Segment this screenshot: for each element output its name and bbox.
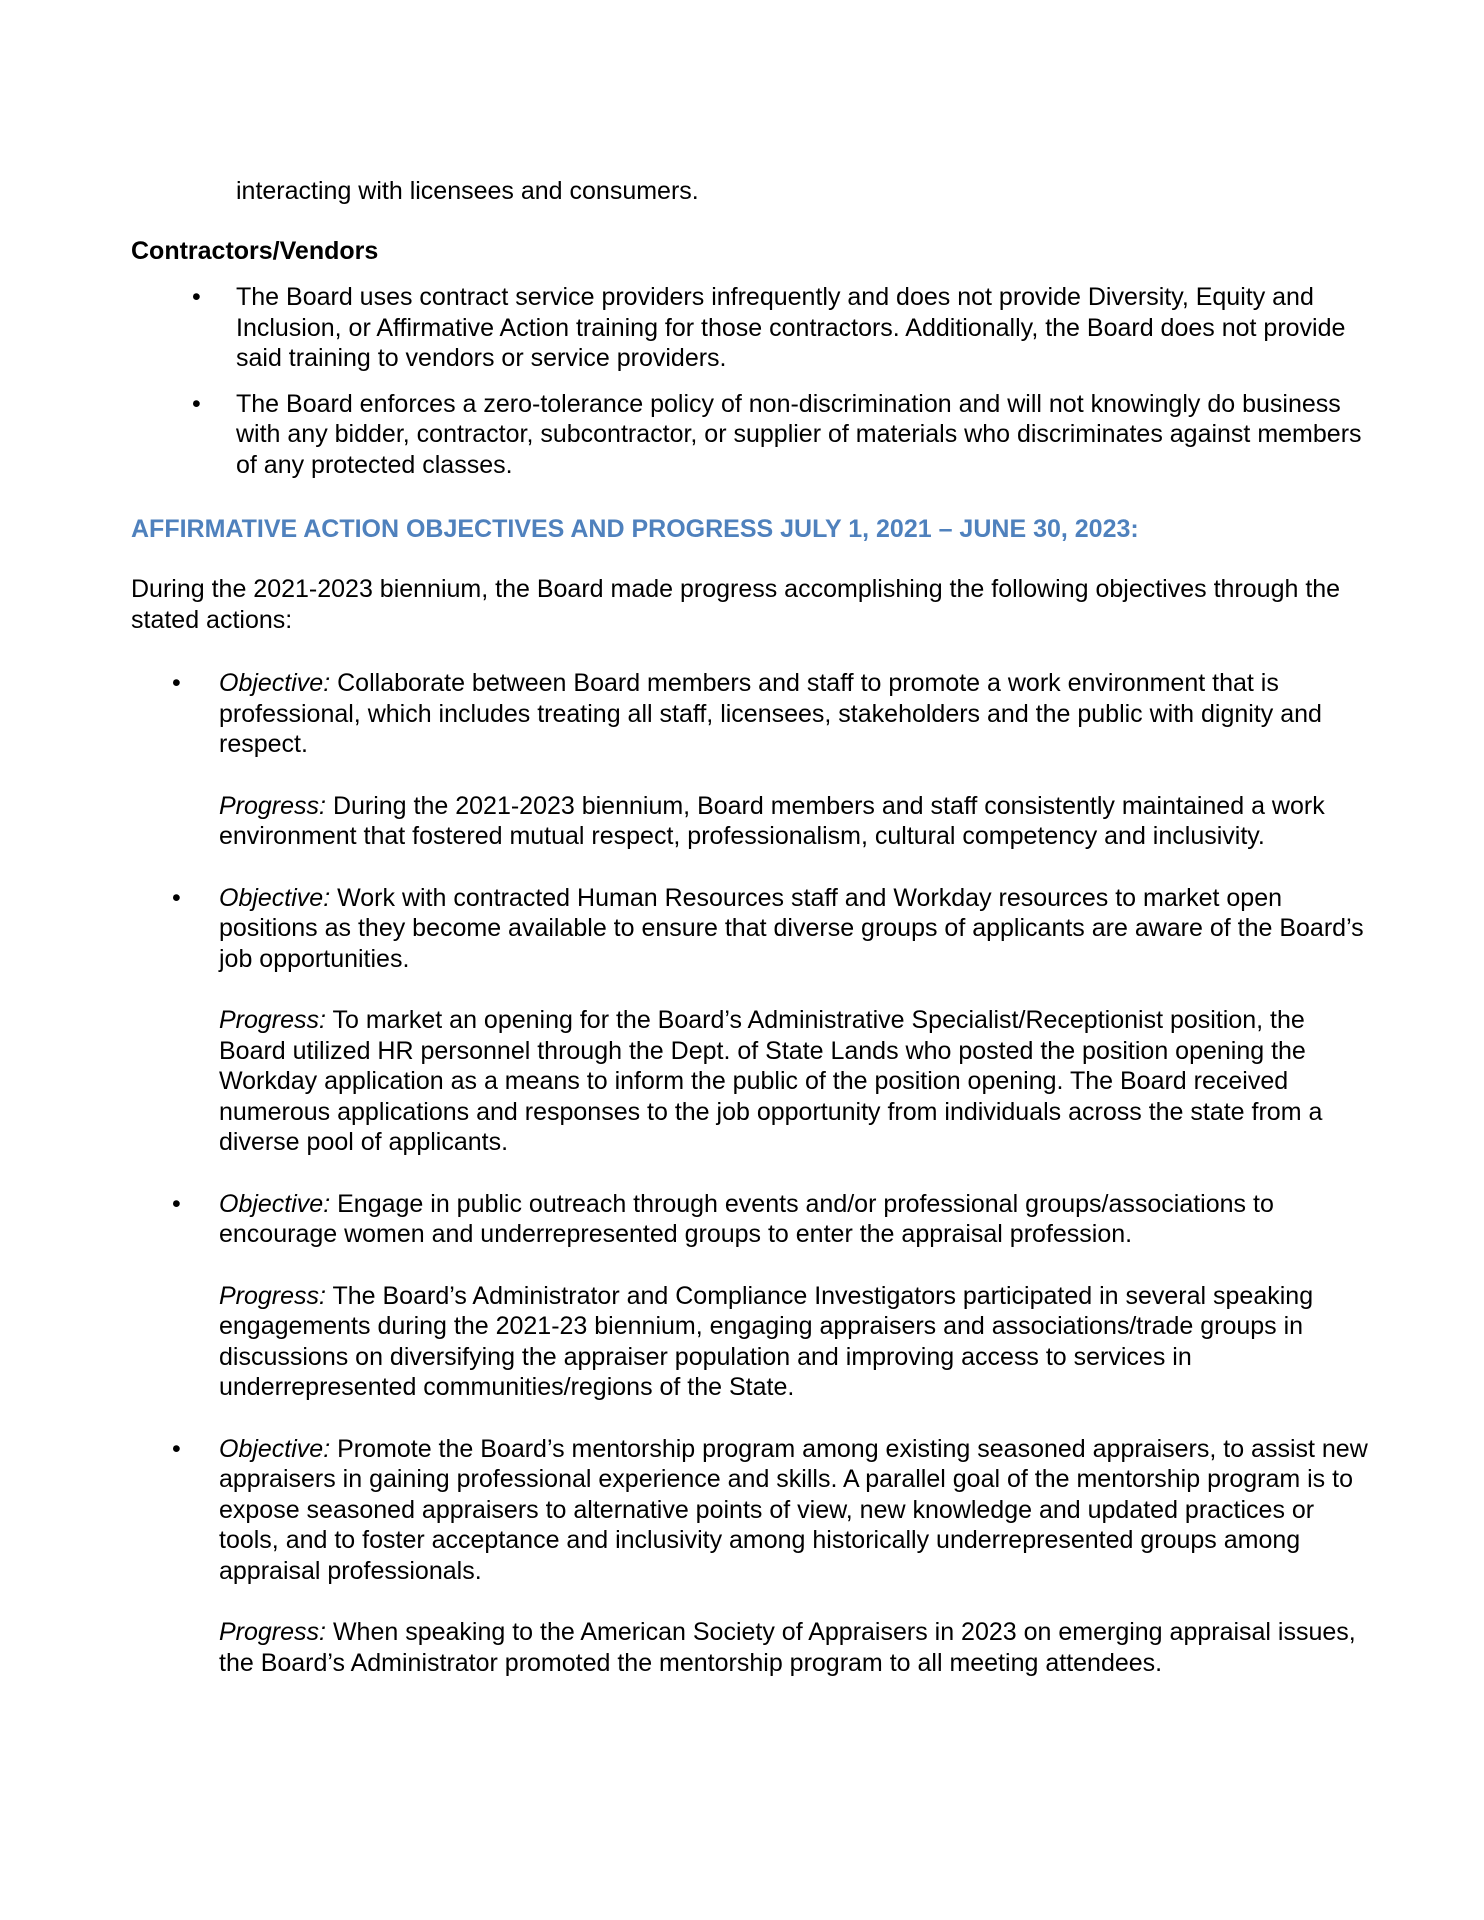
- progress-text: During the 2021-2023 biennium, Board members and staff consistently maintained a work environment that fostered mutual respect, professionalism, cultural competency and inclusivity.: [219, 791, 1325, 850]
- list-item: [192, 389, 1372, 481]
- objective-text: Engage in public outreach through events and/or professional groups/associations to encourage women and underrepresented groups to enter the appraisal profession.: [219, 1189, 1274, 1248]
- objective-text: Promote the Board’s mentorship program among existing seasoned appraisers, to assist new appraisers in gaining professional experience and skills. A parallel goal of the mentorship program is to expose seasoned appraisers to alternative points of view, new knowledge and updated practices or tools, and to foster acceptance and inclusivity among historically underrepresented groups among appraisal professionals.: [219, 1434, 1368, 1585]
- objective-paragraph: [219, 1434, 1372, 1587]
- objective-paragraph: [219, 1189, 1372, 1250]
- progress-paragraph: [219, 791, 1372, 852]
- objective-label: Objective:: [219, 883, 331, 912]
- objective-text: Collaborate between Board members and staff to promote a work environment that is professional, which includes treating all staff, licensees, stakeholders and the public with dignity and respect.: [219, 669, 1322, 758]
- objective-label: Objective:: [219, 1189, 331, 1218]
- progress-text: When speaking to the American Society of Appraisers in 2023 on emerging appraisal issues, the Board’s Administrator promoted the mentorship program to all meeting attendees.: [219, 1618, 1356, 1677]
- bullet-icon: •: [192, 283, 201, 311]
- objective-label: Objective:: [219, 669, 331, 697]
- bullet-icon: •: [172, 1189, 181, 1218]
- bullet-text: The Board uses contract service providers infrequently and does not provide Diversity, Equity and Inclusion, or Affirmative Action training for those contractors. Additionally, the Board does not provide said training to vendors or service providers.: [236, 283, 1346, 372]
- bullet-icon: •: [172, 1434, 181, 1463]
- objective-item: [172, 883, 1372, 1158]
- list-item: [192, 282, 1372, 374]
- objective-item: [172, 1189, 1372, 1403]
- objective-text: Work with contracted Human Resources staff and Workday resources to market open positions as they become available to ensure that diverse groups of applicants are aware of the Board’s job opportunities.: [219, 883, 1364, 973]
- objective-item: [172, 1434, 1372, 1679]
- bullet-text: The Board enforces a zero-tolerance policy of non-discrimination and will not knowingly do business with any bidder, contractor, subcontractor, or supplier of materials who discriminates against members of any protected classes.: [236, 389, 1362, 479]
- objective-item: [172, 668, 1372, 852]
- progress-paragraph: [219, 1617, 1372, 1678]
- objective-paragraph: [219, 668, 1372, 760]
- bullet-icon: •: [192, 389, 201, 418]
- progress-label: Progress:: [219, 1281, 326, 1310]
- progress-text: To market an opening for the Board’s Administrative Specialist/Receptionist position, the Board utilized HR personnel through the Dept. of State Lands who posted the position opening the Workday application as a means to inform the public of the position opening. The Board received numerous applications and responses to the job opportunity from individuals across the state from a diverse pool of applicants.: [219, 1006, 1323, 1156]
- contractors-list: [192, 282, 1372, 495]
- contractors-heading: Contractors/Vendors: [131, 237, 379, 265]
- bullet-icon: •: [172, 669, 181, 697]
- progress-label: Progress:: [219, 791, 326, 820]
- progress-label: Progress:: [219, 1006, 326, 1034]
- progress-paragraph: [219, 1281, 1372, 1403]
- progress-text: The Board’s Administrator and Compliance Investigators participated in several speaking engagements during the 2021-23 biennium, engaging appraisers and associations/trade groups in discussions on diversifying the appraiser population and improving access to services in underrepresented communities/regions of the State.: [219, 1281, 1314, 1401]
- objective-label: Objective:: [219, 1434, 331, 1463]
- section-heading: AFFIRMATIVE ACTION OBJECTIVES AND PROGRESS JULY 1, 2021 – JUNE 30, 2023:: [131, 515, 1139, 543]
- continuation-text: interacting with licensees and consumers.: [236, 177, 699, 205]
- progress-label: Progress:: [219, 1618, 326, 1646]
- objective-paragraph: [219, 883, 1372, 975]
- objectives-list: [172, 668, 1372, 1709]
- progress-paragraph: [219, 1005, 1372, 1158]
- intro-paragraph: During the 2021-2023 biennium, the Board made progress accomplishing the following objectives through the stated actions:: [131, 575, 1341, 634]
- bullet-icon: •: [172, 883, 181, 912]
